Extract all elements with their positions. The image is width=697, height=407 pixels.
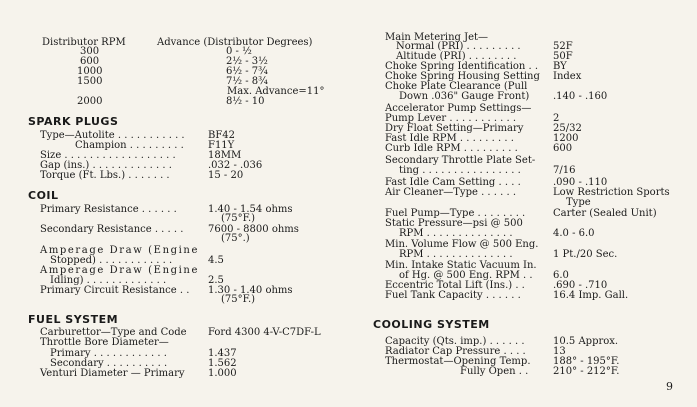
spec-label: RPM . . . . . . . . . . . . . . <box>399 228 513 239</box>
rpm-value: 1500 <box>77 76 103 87</box>
spec-label: Eccentric Total Lift (Ins.) . . <box>385 280 525 291</box>
spec-value: 25/32 <box>553 123 582 134</box>
spec-value: 7600 - 8800 ohms <box>208 224 299 235</box>
cooling-system-heading: COOLING SYSTEM <box>373 318 490 331</box>
spec-label: Carburettor—Type and Code <box>40 327 187 338</box>
spec-label: Primary Resistance . . . . . . <box>40 204 177 215</box>
spec-label: Fuel Pump—Type . . . . . . . . <box>385 208 526 219</box>
spec-label: Venturi Diameter — Primary <box>40 368 185 379</box>
spec-label: Altitude (PRI) . . . . . . . . <box>396 51 517 62</box>
spec-value: 13 <box>553 346 566 357</box>
spec-value: 7/16 <box>553 165 576 176</box>
spec-label: Choke Spring Housing Setting <box>385 71 540 82</box>
spec-label: Secondary Resistance . . . . . <box>40 224 184 235</box>
spec-label: Stopped) . . . . . . . . . . . . <box>50 255 173 266</box>
spec-label: of Hg. @ 500 Eng. RPM . . <box>399 270 533 281</box>
spec-value: .032 - .036 <box>208 160 263 171</box>
page-number: 9 <box>666 380 673 393</box>
rpm-value: 1000 <box>77 66 103 77</box>
spec-label: ting . . . . . . . . . . . . . . . . <box>399 165 521 176</box>
spec-label: Secondary . . . . . . . . . . <box>50 358 168 369</box>
distributor-advance-header: Advance (Distributor Degrees) <box>157 37 313 48</box>
spec-value: Low Restriction Sports <box>553 187 670 198</box>
spec-label: Throttle Bore Diameter— <box>40 337 169 348</box>
spec-label: Static Pressure—psi @ 500 <box>385 218 523 229</box>
spec-value: 1.000 <box>208 368 237 379</box>
rpm-value: 300 <box>80 46 100 57</box>
spec-label: Type—Autolite . . . . . . . . . . . <box>40 130 185 141</box>
spec-label: Amperage Draw (Engine <box>40 245 199 256</box>
spec-label: Dry Float Setting—Primary <box>385 123 524 134</box>
spec-label: Main Metering Jet— <box>385 32 489 43</box>
spec-value: 1.30 - 1.40 ohms <box>208 285 293 296</box>
spec-value: 18MM <box>208 150 242 161</box>
spec-label: Down .036" Gauge Front) <box>399 91 530 102</box>
spec-value: .690 - .710 <box>553 280 608 291</box>
advance-value: 6½ - 7¾ <box>226 66 268 77</box>
spec-value: 210° - 212°F. <box>553 366 620 377</box>
spec-label: Radiator Cap Pressure . . . . <box>385 346 526 357</box>
spec-label: Primary . . . . . . . . . . . . <box>50 348 167 359</box>
spec-value: .090 - .110 <box>553 177 608 188</box>
spec-label: Choke Plate Clearance (Pull <box>385 81 528 92</box>
spec-value: BY <box>553 61 567 72</box>
advance-value: 0 - ½ <box>226 46 252 57</box>
spec-label: Size . . . . . . . . . . . . . . . . . . <box>40 150 176 161</box>
spec-value: F11Y <box>208 140 235 151</box>
coil-heading: COIL <box>28 189 59 202</box>
spec-label: Min. Volume Flow @ 500 Eng. <box>385 239 539 250</box>
spec-value: (75°.) <box>221 233 250 244</box>
spec-label: Min. Intake Static Vacuum In. <box>385 260 537 271</box>
spec-label: Fast Idle Cam Setting . . . . <box>385 177 521 188</box>
spec-value: Ford 4300 4-V-C7DF-L <box>208 327 321 338</box>
spec-label: Fully Open . . <box>460 366 529 377</box>
spec-value: 16.4 Imp. Gall. <box>553 290 629 301</box>
spec-value: .140 - .160 <box>553 91 608 102</box>
spec-label: Thermostat—Opening Temp. <box>385 356 531 367</box>
spec-label: Fast Idle RPM . . . . . . . . . <box>385 133 514 144</box>
spec-label: Champion . . . . . . . . . <box>75 140 184 151</box>
spec-label: Gap (ins.) . . . . . . . . . . . . . <box>40 160 172 171</box>
spec-label: Curb Idle RPM . . . . . . . . . <box>385 143 518 154</box>
spec-value: 4.5 <box>208 255 224 266</box>
spec-value: 4.0 - 6.0 <box>553 228 595 239</box>
spec-label: Idling) . . . . . . . . . . . . . <box>50 275 167 286</box>
rpm-value: 600 <box>80 56 100 67</box>
spec-value: 2 <box>553 113 560 124</box>
spec-value: 600 <box>553 143 573 154</box>
spec-label: Accelerator Pump Settings— <box>385 103 532 114</box>
spec-label: Primary Circuit Resistance . . <box>40 285 190 296</box>
spec-label: Pump Lever . . . . . . . . . . . <box>385 113 517 124</box>
spec-label: Air Cleaner—Type . . . . . . <box>385 187 517 198</box>
spec-value: 50F <box>553 51 573 62</box>
spec-value: Index <box>553 71 582 82</box>
spec-label: RPM . . . . . . . . . . . . . . <box>399 249 513 260</box>
spec-value: (75°F.) <box>221 294 256 305</box>
spec-label: Capacity (Qts. imp.) . . . . . . <box>385 336 525 347</box>
spec-value: Carter (Sealed Unit) <box>553 208 657 219</box>
advance-value: 8½ - 10 <box>226 96 265 107</box>
distributor-rpm-header: Distributor RPM <box>42 37 126 48</box>
spec-label: Secondary Throttle Plate Set- <box>385 155 536 166</box>
spec-value: 52F <box>553 41 573 52</box>
spec-value: 1.562 <box>208 358 237 369</box>
spec-value: 1 Pt./20 Sec. <box>553 249 618 260</box>
spec-value: 1.437 <box>208 348 237 359</box>
advance-value: 2½ - 3½ <box>226 56 268 67</box>
spec-label: Normal (PRI) . . . . . . . . . <box>396 41 521 52</box>
spec-label: Amperage Draw (Engine <box>40 265 199 276</box>
spec-value: Type <box>566 197 591 208</box>
spec-value: 188° - 195°F. <box>553 356 620 367</box>
spec-value: 6.0 <box>553 270 569 281</box>
spec-value: 1200 <box>553 133 579 144</box>
fuel-system-heading: FUEL SYSTEM <box>28 313 119 326</box>
rpm-value: 2000 <box>77 96 103 107</box>
spark-plugs-heading: SPARK PLUGS <box>28 115 119 128</box>
spec-value: 1.40 - 1.54 ohms <box>208 204 293 215</box>
spec-value: (75°F.) <box>221 213 256 224</box>
spec-label: Choke Spring Identification . . <box>385 61 539 72</box>
advance-value: Max. Advance=11° <box>227 86 325 97</box>
spec-label: Fuel Tank Capacity . . . . . . <box>385 290 521 301</box>
spec-label: Torque (Ft. Lbs.) . . . . . . . <box>40 170 170 181</box>
advance-value: 7½ - 8¾ <box>226 76 268 87</box>
spec-value: BF42 <box>208 130 236 141</box>
spec-value: 15 - 20 <box>208 170 244 181</box>
spec-value: 10.5 Approx. <box>553 336 619 347</box>
spec-value: 2.5 <box>208 275 224 286</box>
